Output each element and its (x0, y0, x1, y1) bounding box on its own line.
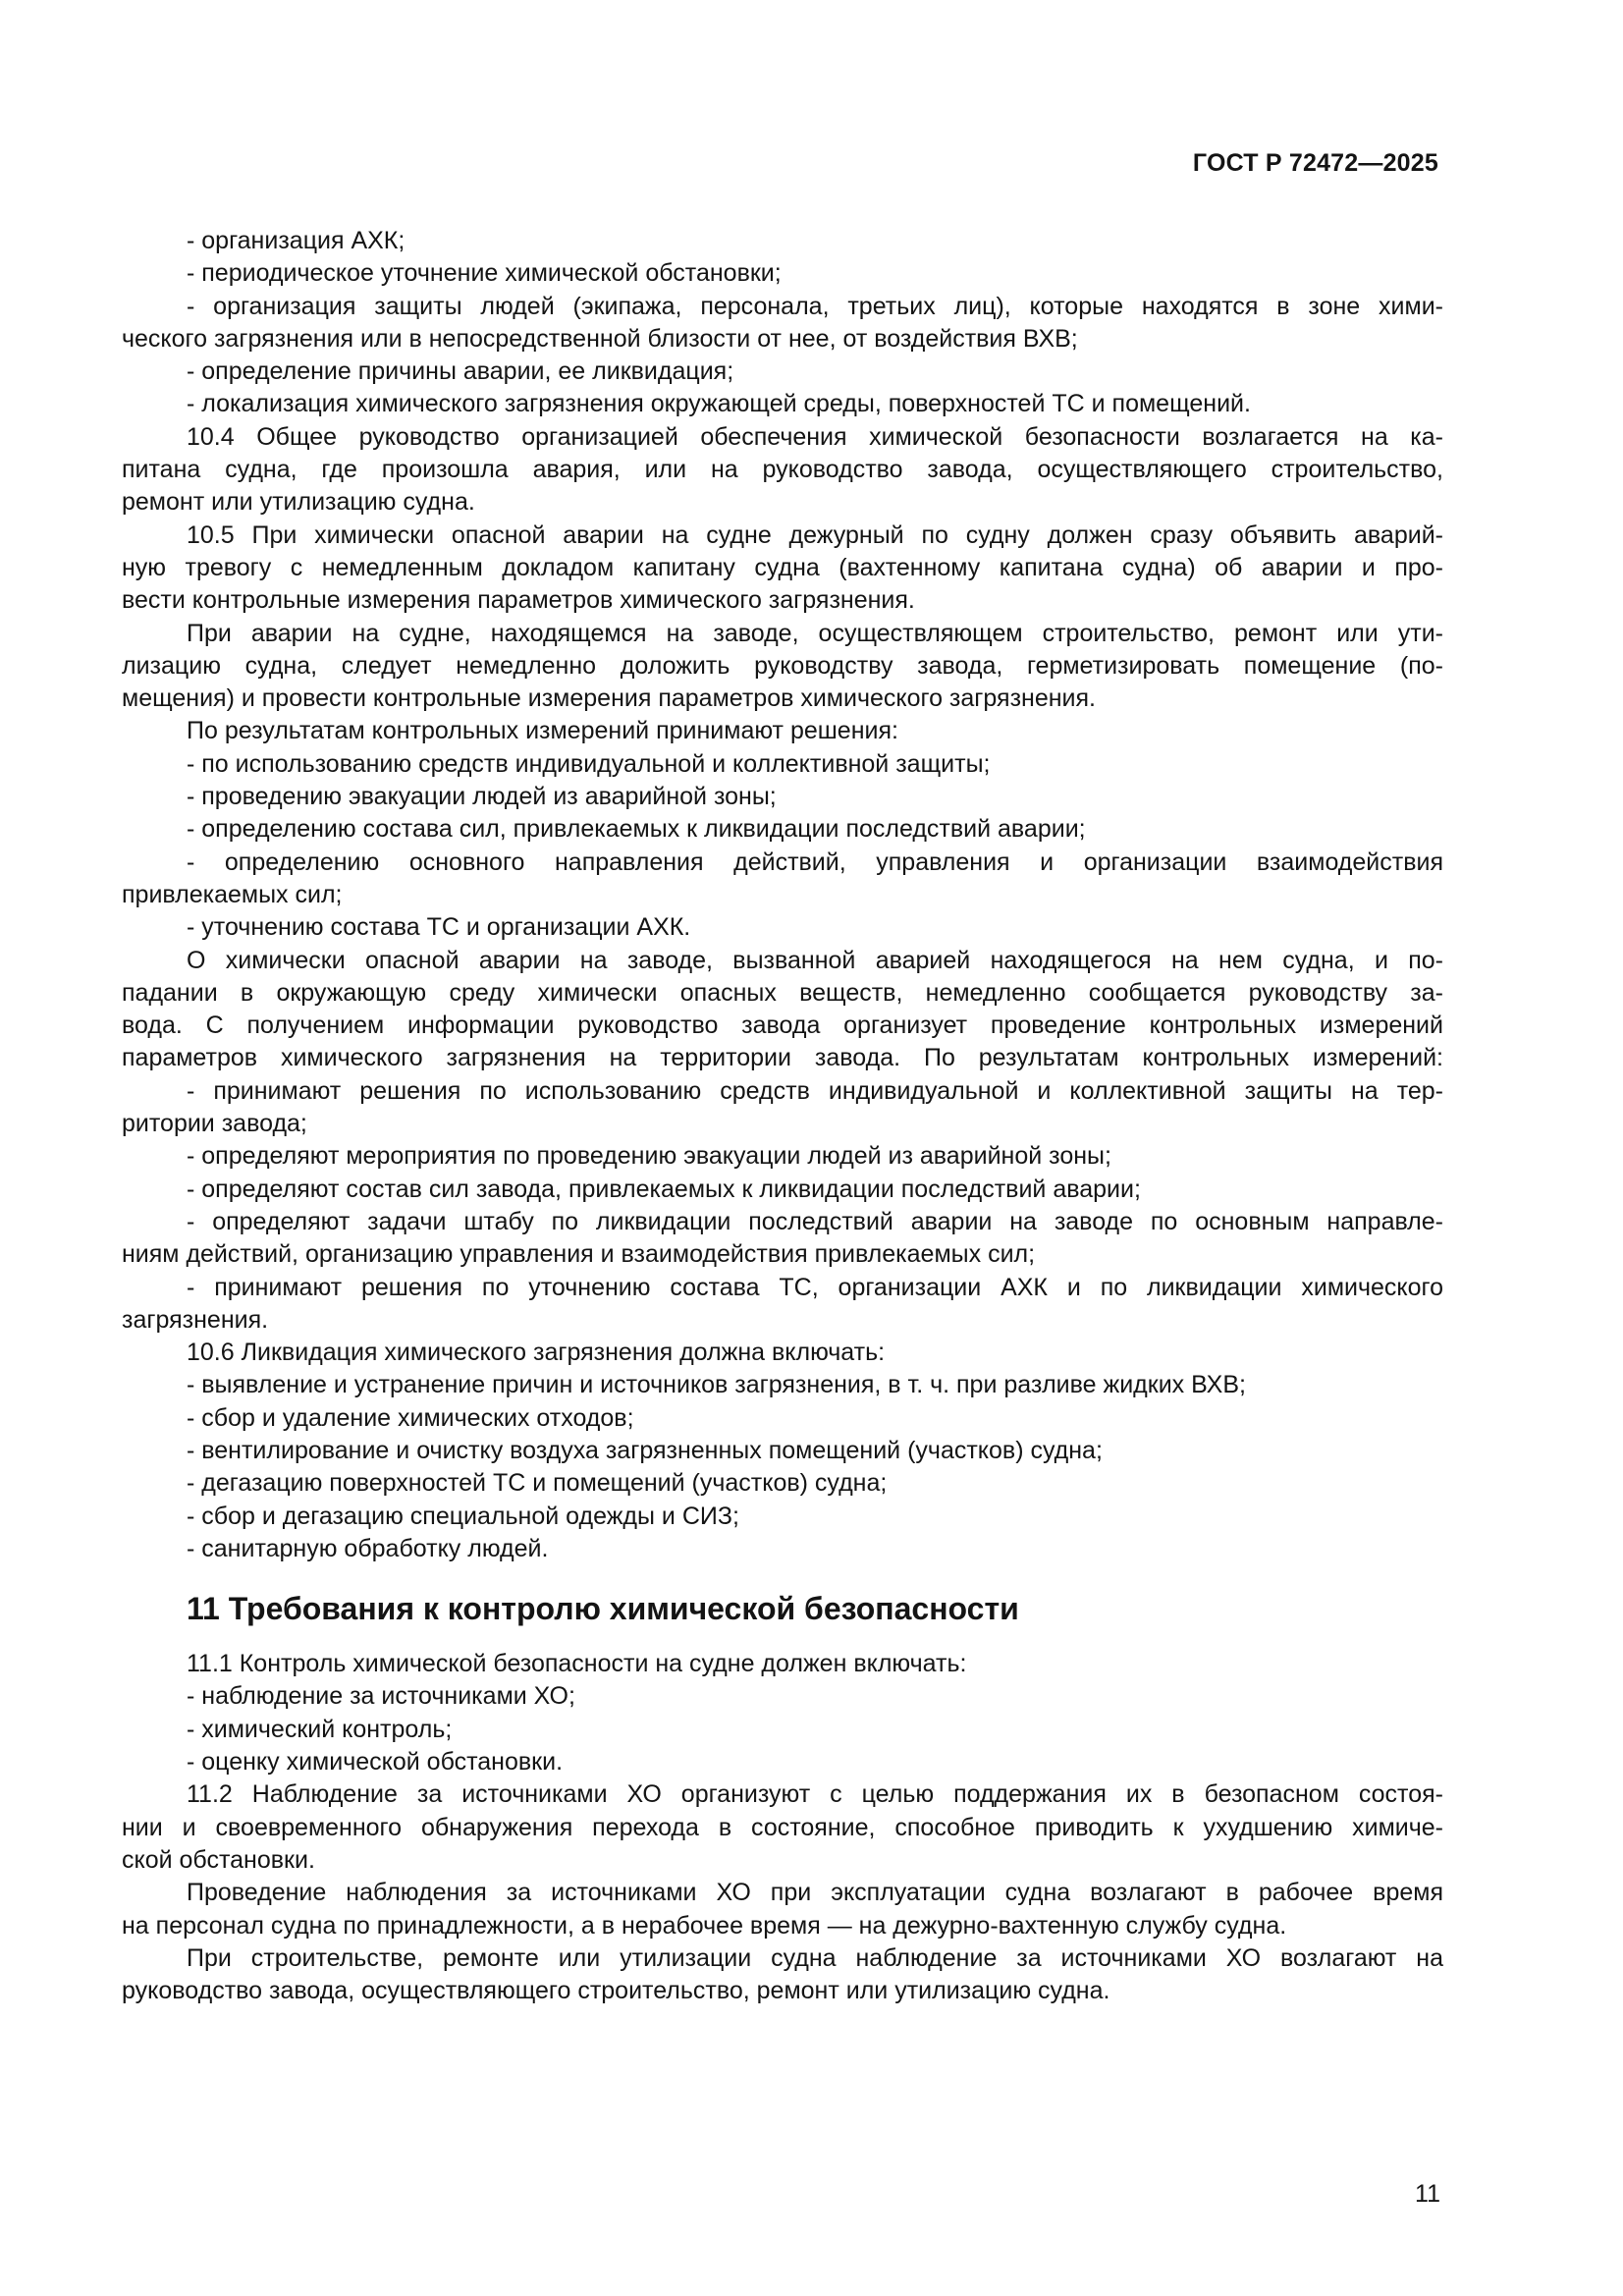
text-line: Проведение наблюдения за источниками ХО при эксплуатации судна возлагают в рабочее время (187, 1879, 1443, 1907)
text-line: 10.6 Ликвидация химического загрязнения должна включать: (187, 1339, 886, 1367)
text-line: лизацию судна, следует немедленно доложить руководству завода, герметизировать помещение (по- (122, 651, 1443, 680)
text-line: При аварии на судне, находящемся на заводе, осуществляющем строительство, ремонт или ути- (187, 619, 1443, 647)
text-line: ческого загрязнения или в непосредственной близости от нее, от воздействия ВХВ; (122, 324, 1078, 353)
text-line: - организация защиты людей (экипажа, персонала, третьих лиц), которые находятся в зоне хими- (187, 292, 1443, 320)
text-line: При строительстве, ремонте или утилизации судна наблюдение за источниками ХО возлагают на (187, 1943, 1443, 1972)
text-line: - определяют задачи штабу по ликвидации последствий аварии на заводе по основным направле- (187, 1207, 1443, 1235)
text-line: на персонал судна по принадлежности, а в нерабочее время — на дежурно-вахтенную службу судна. (122, 1911, 1287, 1940)
text-line: 10.4 Общее руководство организацией обеспечения химической безопасности возлагается на ка- (187, 422, 1443, 451)
text-line: - сбор и дегазацию специальной одежды и СИЗ; (187, 1502, 739, 1530)
text-line: - принимают решения по уточнению состава ТС, организации АХК и по ликвидации химического (187, 1273, 1443, 1301)
text-line: По результатам контрольных измерений принимают решения: (187, 717, 898, 745)
text-line: мещения) и провести контрольные измерения параметров химического загрязнения. (122, 684, 1096, 713)
document-body (122, 225, 1443, 2007)
text-line: - определению основного направления действий, управления и организации взаимодействия (187, 847, 1443, 876)
text-line: питана судна, где произошла авария, или на руководство завода, осуществляющего строительство, (122, 456, 1443, 484)
text-line: 10.5 При химически опасной аварии на судне дежурный по судну должен сразу объявить аварий- (187, 520, 1443, 549)
text-line: - вентилирование и очистку воздуха загрязненных помещений (участков) судна; (187, 1436, 1103, 1464)
text-line: - периодическое уточнение химической обстановки; (187, 259, 782, 288)
text-line: - организация АХК; (187, 227, 406, 254)
document-code-header: ГОСТ Р 72472—2025 (1192, 149, 1438, 177)
text-line: - оценку химической обстановки. (187, 1748, 564, 1777)
text-line: - определяют мероприятия по проведению эвакуации людей из аварийной зоны; (187, 1142, 1111, 1171)
section-11-body (122, 1648, 1443, 2007)
text-line: параметров химического загрязнения на территории завода. По результатам контрольных измерений: (122, 1044, 1443, 1072)
text-line: загрязнения. (122, 1305, 269, 1334)
page-number: 11 (1415, 2180, 1440, 2208)
section-heading: 11 Требования к контролю химической безопасности (187, 1591, 1019, 1627)
text-line: - санитарную обработку людей. (187, 1534, 549, 1562)
text-line: - определение причины аварии, ее ликвидация; (187, 357, 734, 386)
text-line: - принимают решения по использованию средств индивидуальной и коллективной защиты на тер- (187, 1076, 1443, 1105)
text-line: ритории завода; (122, 1110, 307, 1138)
text-line: - определяют состав сил завода, привлекаемых к ликвидации последствий аварии; (187, 1175, 1141, 1203)
text-line: - сбор и удаление химических отходов; (187, 1403, 634, 1432)
text-line: - определению состава сил, привлекаемых к ликвидации последствий аварии; (187, 815, 1086, 844)
text-line: ную тревогу с немедленным докладом капитану судна (вахтенному капитана судна) об аварии и про- (122, 553, 1443, 581)
text-line: вести контрольные измерения параметров химического загрязнения. (122, 586, 915, 615)
text-line: падании в окружающую среду химически опасных веществ, немедленно сообщается руководству за- (122, 978, 1443, 1007)
text-line: 11.1 Контроль химической безопасности на судне должен включать: (187, 1650, 967, 1678)
text-line: вода. С получением информации руководство завода организует проведение контрольных измерений (122, 1011, 1443, 1040)
text-line: нии и своевременного обнаружения перехода в состояние, способное приводить к ухудшению химиче- (122, 1813, 1443, 1841)
text-line: ремонт или утилизацию судна. (122, 488, 475, 517)
text-line: О химически опасной аварии на заводе, вызванной аварией находящегося на нем судна, и по- (187, 946, 1443, 974)
text-line: привлекаемых сил; (122, 880, 343, 908)
text-line: ниям действий, организацию управления и взаимодействия привлекаемых сил; (122, 1240, 1036, 1269)
text-line: - выявление и устранение причин и источников загрязнения, в т. ч. при разливе жидких ВХВ; (187, 1371, 1246, 1399)
text-line: руководство завода, осуществляющего строительство, ремонт или утилизацию судна. (122, 1977, 1110, 2005)
section-10-continuation (122, 225, 1443, 1565)
text-line: ской обстановки. (122, 1845, 315, 1874)
text-line: - по использованию средств индивидуальной и коллективной защиты; (187, 749, 991, 778)
text-line: - локализация химического загрязнения окружающей среды, поверхностей ТС и помещений. (187, 390, 1251, 418)
text-line: - дегазацию поверхностей ТС и помещений (участков) судна; (187, 1469, 888, 1498)
text-line: - проведению эвакуации людей из аварийной зоны; (187, 783, 777, 811)
text-line: - наблюдение за источниками ХО; (187, 1682, 575, 1711)
text-line: - химический контроль; (187, 1715, 453, 1743)
text-line: 11.2 Наблюдение за источниками ХО организуют с целью поддержания их в безопасном состоя- (187, 1780, 1443, 1809)
text-line: - уточнению состава ТС и организации АХК. (187, 913, 691, 942)
